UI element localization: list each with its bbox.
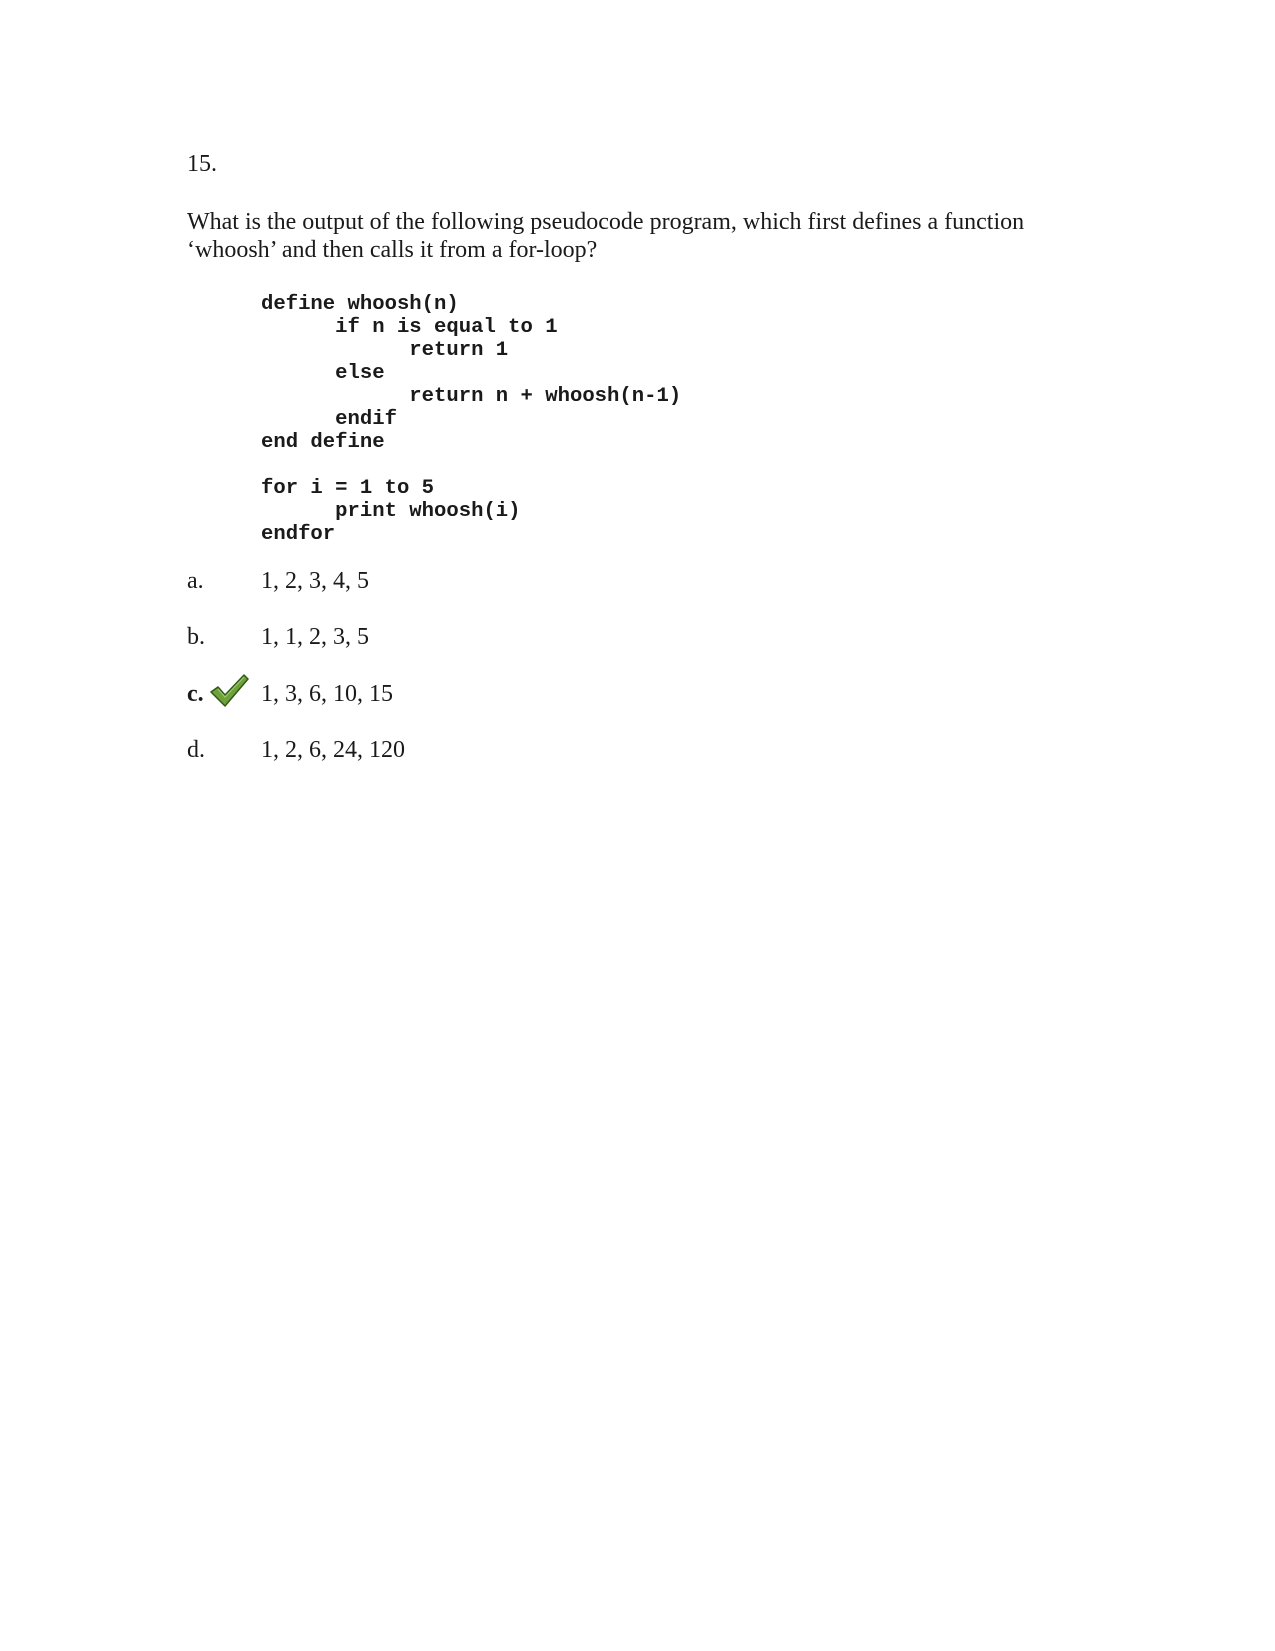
option-letter: c. <box>187 681 204 707</box>
code-line: return n + whoosh(n-1) <box>261 385 682 408</box>
question-prompt <box>187 208 1087 264</box>
answer-option-c <box>187 679 787 709</box>
code-line: else <box>261 362 385 385</box>
code-line <box>261 454 681 477</box>
question-number: 15. <box>187 151 217 177</box>
code-line: endfor <box>261 523 336 546</box>
option-letter: b. <box>187 624 205 650</box>
code-line: print whoosh(i) <box>261 500 521 523</box>
question-prompt-line-2: ‘whoosh’ and then calls it from a for-loop? <box>187 237 598 263</box>
code-line: return 1 <box>261 339 509 362</box>
code-line: define whoosh(n) <box>261 293 459 316</box>
checkmark-icon <box>209 673 249 709</box>
option-text: 1, 2, 3, 4, 5 <box>261 568 369 594</box>
answer-option-a <box>187 566 787 596</box>
option-text: 1, 1, 2, 3, 5 <box>261 624 369 650</box>
answer-option-b <box>187 622 787 652</box>
pseudocode-block <box>261 293 681 546</box>
code-line: end define <box>261 431 385 454</box>
answer-option-d <box>187 735 787 765</box>
question-prompt-line-1: What is the output of the following pseudocode program, which first defines a function <box>187 209 1025 235</box>
code-line: for i = 1 to 5 <box>261 477 435 500</box>
option-letter: d. <box>187 737 205 763</box>
option-letter: a. <box>187 568 204 594</box>
option-text: 1, 2, 6, 24, 120 <box>261 737 405 763</box>
code-line: if n is equal to 1 <box>261 316 558 339</box>
code-line: endif <box>261 408 397 431</box>
option-text: 1, 3, 6, 10, 15 <box>261 681 393 707</box>
